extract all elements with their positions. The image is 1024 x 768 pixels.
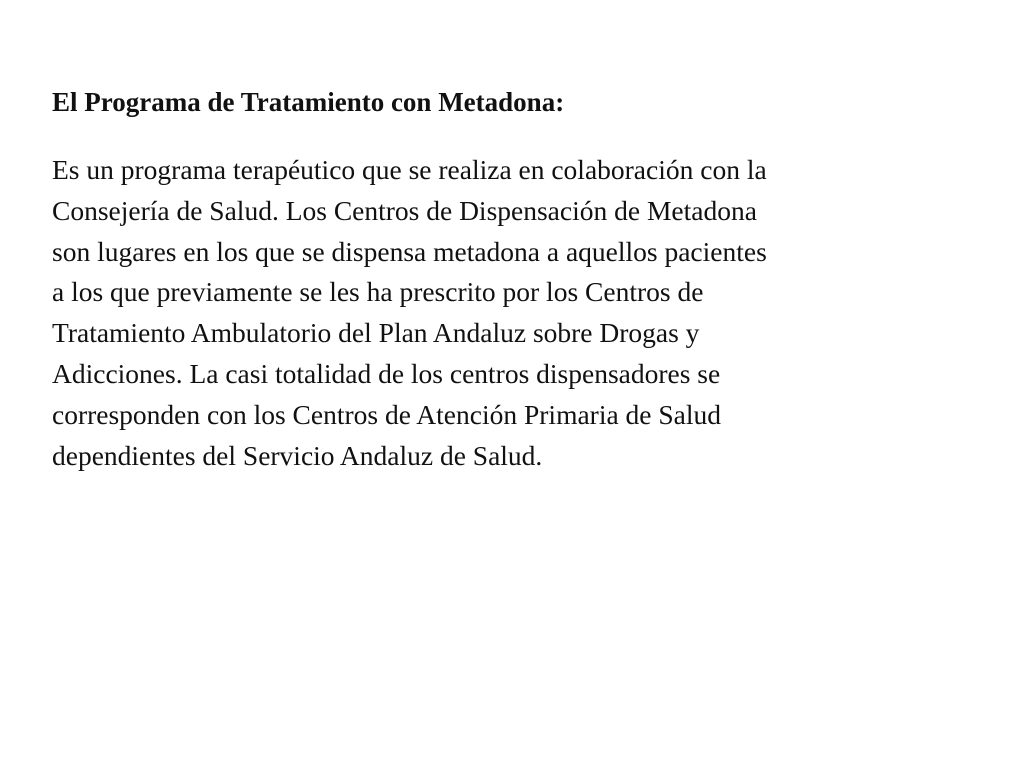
paragraph-line: Adicciones. La casi totalidad de los centros dispensadores se bbox=[52, 357, 721, 389]
paragraph-line: Consejería de Salud. Los Centros de Dispensación de Metadona bbox=[52, 194, 757, 226]
paragraph-line: a los que previamente se les ha prescrito por los Centros de bbox=[52, 276, 704, 308]
paragraph-line: Es un programa terapéutico que se realiza en colaboración con la bbox=[52, 154, 767, 185]
paragraph-line: corresponden con los Centros de Atención Primaria de Salud bbox=[52, 398, 722, 430]
paragraph-line: dependientes del Servicio Andaluz de Salud. bbox=[52, 439, 543, 471]
body-paragraph bbox=[52, 150, 972, 476]
paragraph-line: Tratamiento Ambulatorio del Plan Andaluz sobre Drogas y bbox=[52, 317, 700, 349]
paragraph-line: son lugares en los que se dispensa metadona a aquellos pacientes bbox=[52, 235, 767, 267]
slide-title: El Programa de Tratamiento con Metadona: bbox=[52, 87, 565, 117]
